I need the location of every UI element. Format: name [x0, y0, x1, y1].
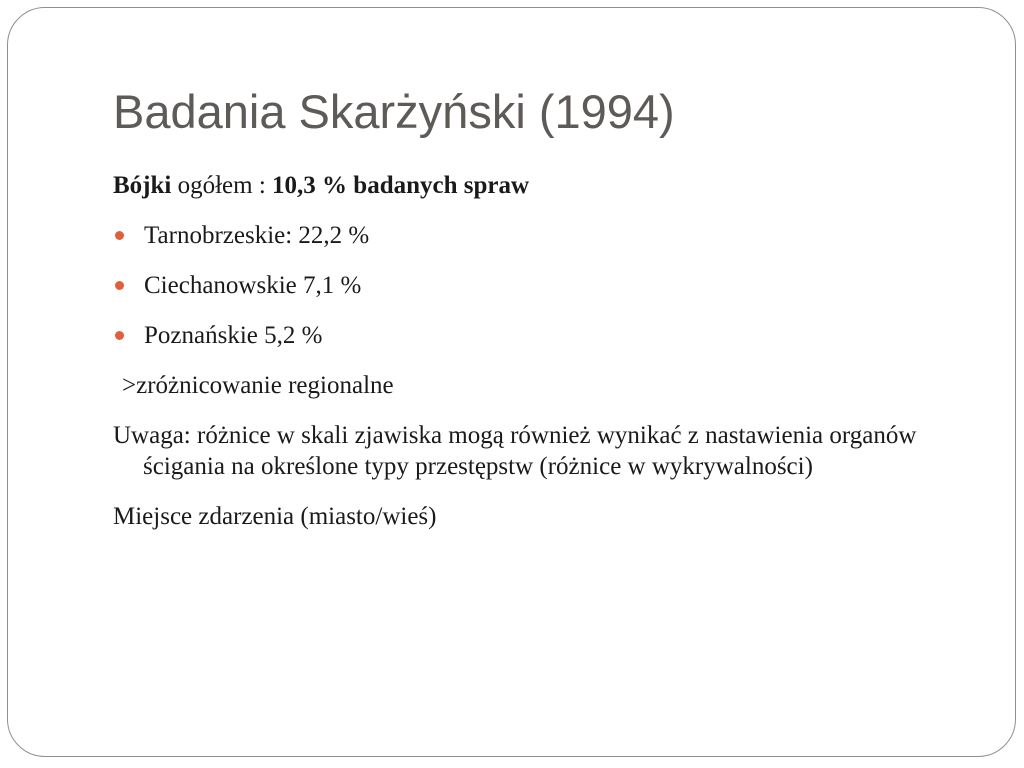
intro-bold-tail: 10,3 % badanych spraw: [272, 172, 530, 199]
bullet-text: Poznańskie 5,2 %: [144, 322, 323, 349]
bullet-item-poznanskie: [113, 320, 923, 351]
regional-line: >zróżnicowanie regionalne: [122, 372, 394, 399]
note-paragraph: Uwaga: różnice w skali zjawiska mogą również wynikać z nastawienia organów ścigania na określone typy przestępstw (różnice w wykrywalności): [113, 422, 917, 480]
slide-content: [113, 170, 923, 551]
intro-bold-lead: Bójki: [113, 172, 172, 199]
intro-text: ogółem :: [171, 172, 273, 199]
bullet-dot-icon: [115, 281, 124, 290]
bullet-text: Ciechanowskie 7,1 %: [144, 272, 362, 299]
bullet-item-ciechanowskie: [113, 270, 923, 301]
slide-title: Badania Skarżyński (1994): [113, 85, 675, 138]
bullet-item-tarnobrzeskie: [113, 220, 923, 251]
intro-line: [113, 170, 923, 201]
bullet-dot-icon: [115, 231, 124, 240]
bullet-text: Tarnobrzeskie: 22,2 %: [144, 222, 370, 249]
bullet-dot-icon: [115, 331, 124, 340]
place-line: Miejsce zdarzenia (miasto/wieś): [113, 503, 437, 530]
